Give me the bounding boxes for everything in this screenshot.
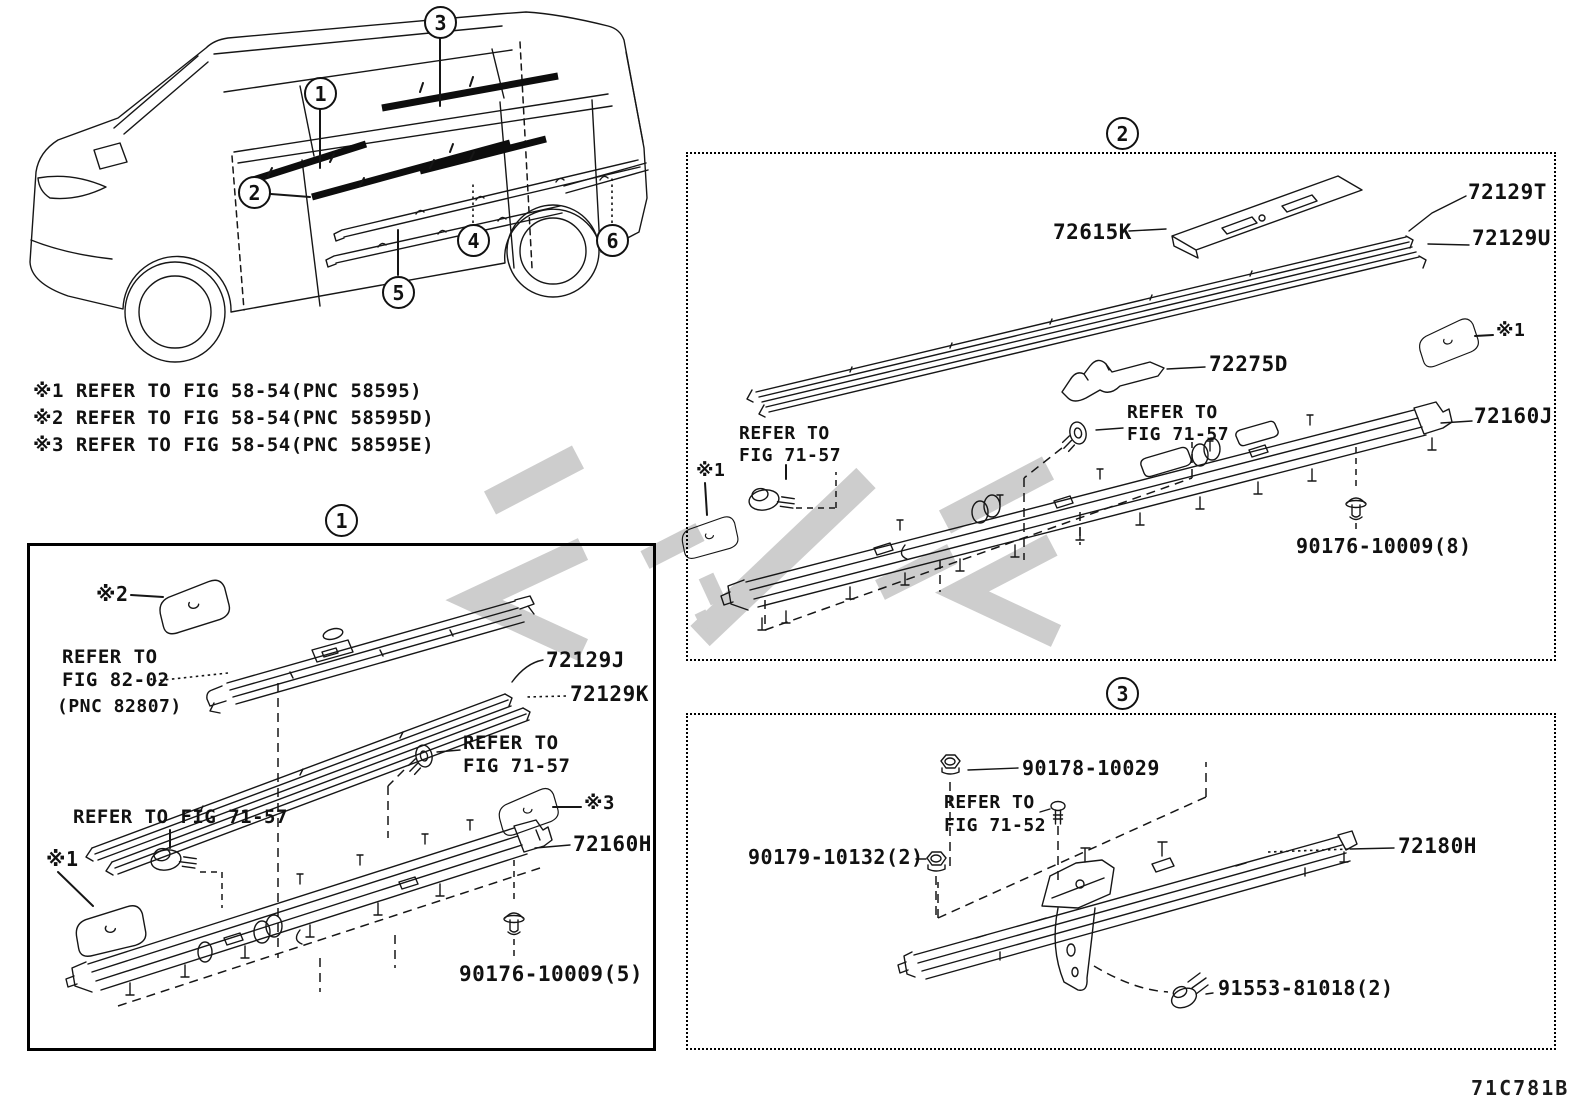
part-label-90176-5: 90176-10009(5) <box>459 962 644 986</box>
part-label-72160J: 72160J <box>1474 404 1553 428</box>
note-ref3: ※3 REFER TO FIG 58-54(PNC 58595E) <box>33 434 435 456</box>
refer-fig7152-line2: FIG 71-52 <box>944 815 1047 836</box>
box3-callout: 3 <box>1106 677 1139 710</box>
refer-fig8202-line2: FIG 82-02 <box>62 669 170 691</box>
part-label-72129K: 72129K <box>570 682 649 706</box>
part-label-72275D: 72275D <box>1209 352 1288 376</box>
part-label-72129J: 72129J <box>546 648 625 672</box>
note-ref2: ※2 REFER TO FIG 58-54(PNC 58595D) <box>33 407 435 429</box>
part-label-72180H: 72180H <box>1398 834 1477 858</box>
refer-fig8202-line1: REFER TO <box>62 646 158 668</box>
refer-fig7157m-line1: REFER TO <box>1127 402 1218 423</box>
refer-fig8202-line3: (PNC 82807) <box>57 696 182 717</box>
vehicle-callout-2: 2 <box>238 176 271 209</box>
figure-code: 71C781B <box>1471 1076 1570 1099</box>
vehicle-callout-4: 4 <box>457 224 490 257</box>
part-label-91553: 91553-81018(2) <box>1218 976 1394 1000</box>
refer-fig7157a-line1: REFER TO <box>463 732 559 754</box>
refer-fig7157l-line2: FIG 71-57 <box>739 445 842 466</box>
part-label-72615K: 72615K <box>1053 220 1132 244</box>
vehicle-callout-6: 6 <box>596 224 629 257</box>
refer-fig7157l-line1: REFER TO <box>739 423 830 444</box>
part-label-72160H: 72160H <box>573 832 652 856</box>
refer-fig7157b-inline: REFER TO FIG 71-57 <box>73 806 288 828</box>
box1-callout: 1 <box>325 504 358 537</box>
vehicle-callout-1: 1 <box>304 77 337 110</box>
refer-fig7152-line1: REFER TO <box>944 792 1035 813</box>
mark2-label: ※2 <box>96 582 129 606</box>
note-ref1: ※1 REFER TO FIG 58-54(PNC 58595) <box>33 380 423 402</box>
mark3-label: ※3 <box>584 792 615 814</box>
box2-callout: 2 <box>1106 117 1139 150</box>
refer-fig7157a-line2: FIG 71-57 <box>463 755 571 777</box>
vehicle-seat-rails <box>250 39 648 275</box>
vehicle-callout-3: 3 <box>424 6 457 39</box>
part-label-72129U: 72129U <box>1472 226 1551 250</box>
refer-fig7157m-line2: FIG 71-57 <box>1127 424 1230 445</box>
mark1-label-box1: ※1 <box>46 847 79 871</box>
part-label-72129T: 72129T <box>1468 180 1547 204</box>
vehicle-callout-5: 5 <box>382 276 415 309</box>
part-label-90176-8: 90176-10009(8) <box>1296 534 1472 558</box>
mark1-upper-label: ※1 <box>1496 320 1526 341</box>
part-label-90179: 90179-10132(2) <box>748 845 924 869</box>
mark1-lower-label: ※1 <box>696 460 726 481</box>
part-label-90178: 90178-10029 <box>1022 756 1160 780</box>
